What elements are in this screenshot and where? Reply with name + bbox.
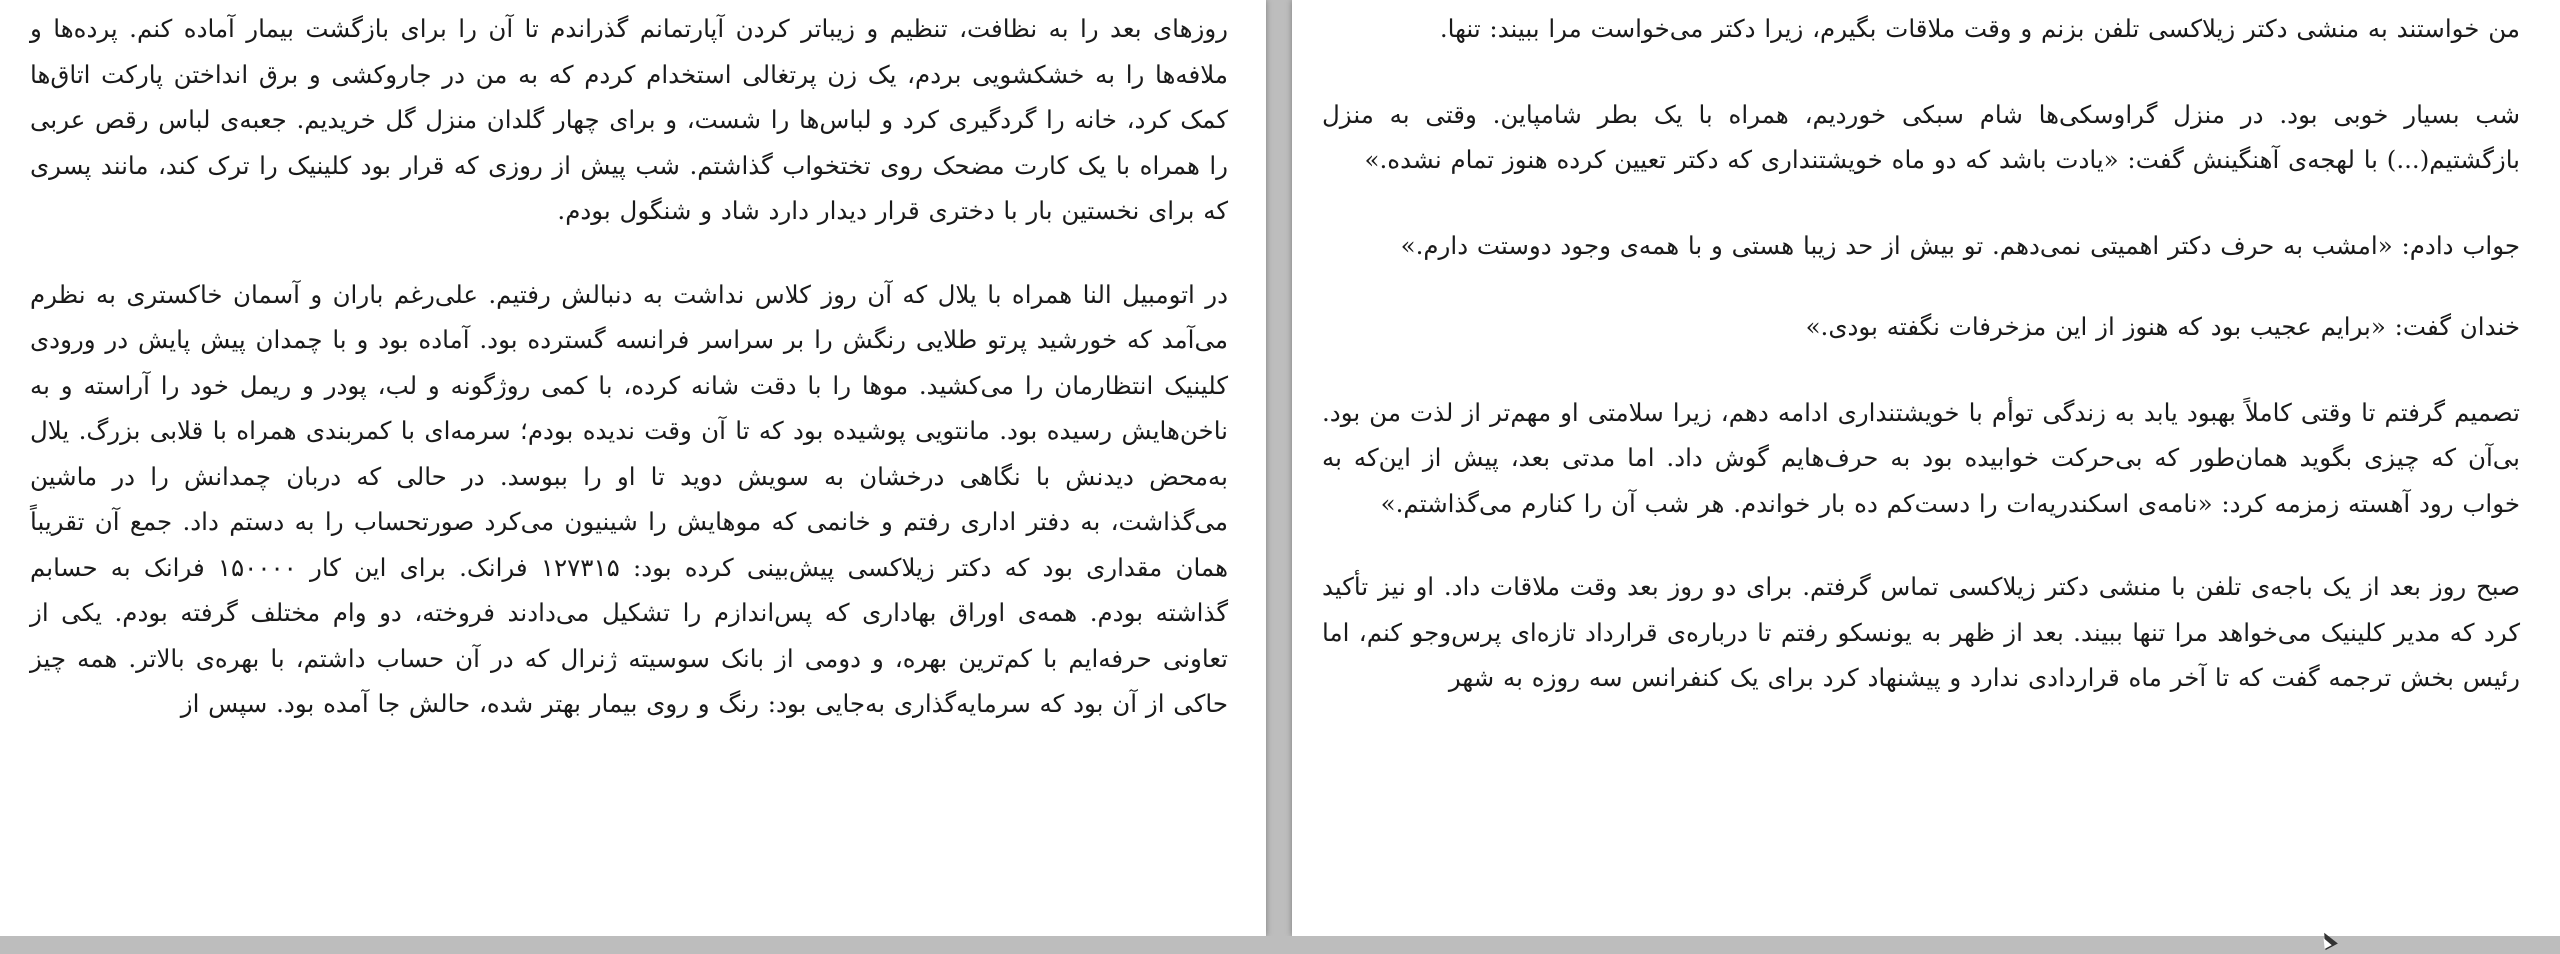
right-page-paragraph-6: صبح روز بعد از یک باجه‌ی تلفن با منشی دکتر زیلاکسی تماس گرفتم. برای دو روز بعد وقت ملاقات داد. او نیز تأکید کرد که مدیر کلینیک می‌خواهد مرا تنها ببیند. بعد از ظهر به یونسکو رفتم تا درباره‌ی قرارداد تازه‌ای پرس‌وجو کنم، اما رئیس بخش ترجمه گفت که تا آخر ماه قراردادی ندارد و پیشنهاد کرد برای یک کنفرانس سه روزه به شهر <box>1322 572 2520 692</box>
right-page-paragraph-2: شب بسیار خوبی بود. در منزل گراوسکی‌ها شام سبکی خوردیم، همراه با یک بطر شامپاین. وقتی به منزل بازگشتیم(...) با لهجه‌ی آهنگینش گفت: «یادت باشد که دو ماه خویشتنداری که دکتر تعیین کرده هنوز تمام نشده.» <box>1322 99 2520 174</box>
left-page <box>0 0 1266 936</box>
right-page-paragraph-5: تصمیم گرفتم تا وقتی کاملاً بهبود یابد به زندگی توأم با خویشتنداری ادامه دهم، زیرا سلامتی او مهم‌تر از لذت من بود. بی‌آن که چیزی بگوید همان‌طور که بی‌حرکت خوابیده بود به حرف‌هایم گوش داد. اما مدتی بعد، پیش از این‌که به خواب رود آهسته زمزمه کرد: «نامه‌ی اسکندریه‌ات را دست‌کم ده بار خواندم. هر شب آن را کنارم می‌گذاشتم.» <box>1322 397 2520 518</box>
right-page <box>1292 0 2560 936</box>
left-page-paragraph-2: در اتومبیل النا همراه با یلال که آن روز کلاس نداشت به دنبالش رفتیم. علی‌رغم باران و آسمان خاکستری به نظرم می‌آمد که خورشید پرتو طلایی رنگش را بر سراسر فرانسه گسترده بود. آماده بود و با چمدان پیش پایش در ورودی کلینیک انتظارمان را می‌کشید. موها را با دقت شانه کرده، با کمی روژگونه و لب، پودر و ریمل خود را آراسته و به ناخن‌هایش رسیده بود. مانتویی پوشیده بود که تا آن وقت ندیده بودم؛ سرمه‌ای با کمربندی همراه با قلابی بزرگ. یلال به‌محض دیدنش با نگاهی درخشان به سویش دوید تا او را ببوسد. در حالی که دربان چمدانش را در ماشین می‌گذاشت، به دفتر اداری رفتم و خانمی که موهایش را شینیون می‌کرد صورتحساب را به دستم داد. جمع آن تقریباً همان مقداری بود که دکتر زیلاکسی پیش‌بینی کرده بود: ۱۲۷۳۱۵ فرانک. برای این کار ۱۵۰۰۰۰ فرانک به حسابم گذاشته بودم. همه‌ی اوراق بهاداری که پس‌اندازم را تشکیل می‌دادند فروخته، دو وام مختلف گرفته بودم. یکی از تعاونی حرفه‌ایم با کم‌ترین بهره، و دومی از بانک سوسیته ژنرال که در آن حساب داشتم، با بهره‌ی بالاتر. همه چیز حاکی از آن بود که سرمایه‌گذاری به‌جایی بود: رنگ و روی بیمار بهتر شده، حالش جا آمده بود. سپس از <box>30 279 1228 718</box>
left-page-paragraph-1: روزهای بعد را به نظافت، تنظیم و زیباتر کردن آپارتمانم گذراندم تا آن را برای بازگشت بیمار آماده کنم. پرده‌ها و ملافه‌ها را به خشکشویی بردم، یک زن پرتغالی استخدام کردم که به من در جاروکشی و برق انداختن پارکت اتاق‌ها کمک کرد، خانه را گردگیری کرد و لباس‌ها را شست، و برای چهار گلدان منزل گل خریدیم. جعبه‌ی لباس رقص عربی را همراه با یک کارت مضحک روی تختخواب گذاشتم. شب پیش از روزی که قرار بود کلینیک را ترک کند، مانند پسری که برای نخستین بار با دختری قرار دیدار دارد شاد و شنگول بودم. <box>30 14 1228 225</box>
right-page-paragraph-3: جواب دادم: «امشب به حرف دکتر اهمیتی نمی‌دهم. تو بیش از حد زیبا هستی و با همه‌ی وجود دوستت دارم.» <box>1400 230 2520 260</box>
right-page-paragraph-4: خندان گفت: «برایم عجیب بود که هنوز از این مزخرفات نگفته بودی.» <box>1805 312 2520 341</box>
viewer-bottom-edge <box>0 936 2560 954</box>
right-page-paragraph-1: من خواستند به منشی دکتر زیلاکسی تلفن بزنم و وقت ملاقات بگیرم، زیرا دکتر می‌خواست مرا ببیند: تنها. <box>1439 14 2520 43</box>
